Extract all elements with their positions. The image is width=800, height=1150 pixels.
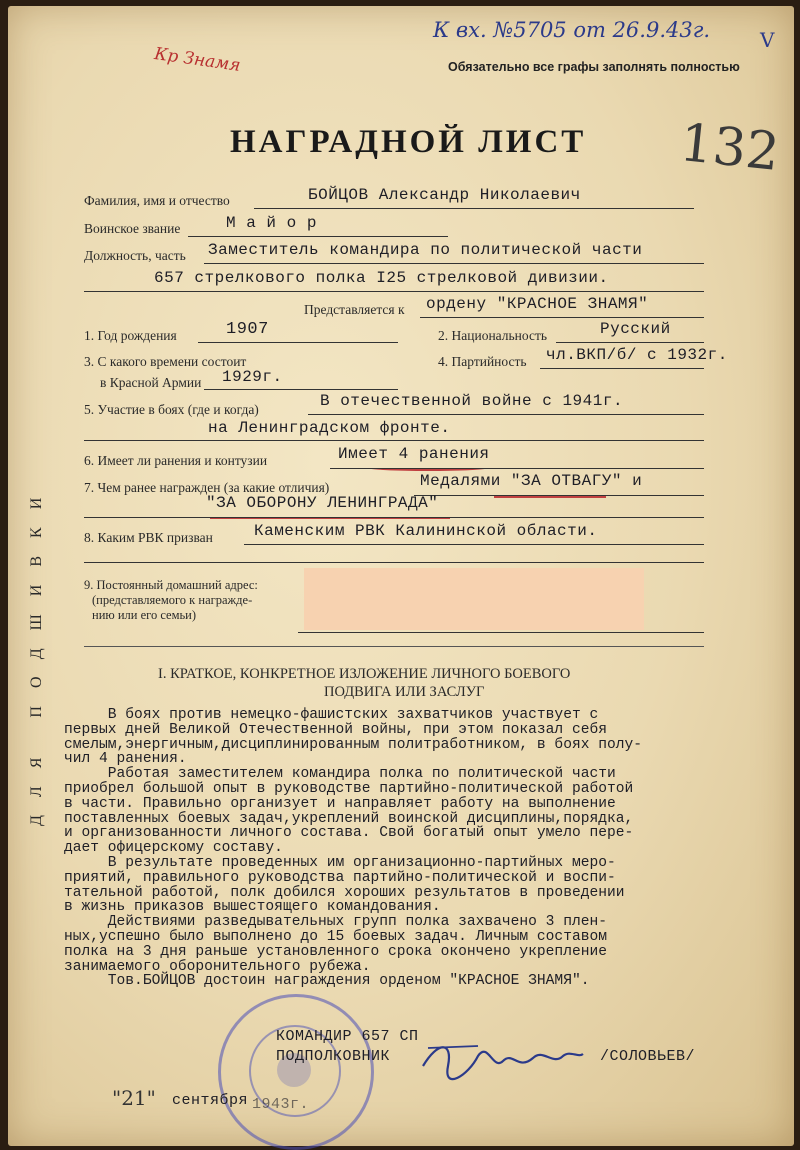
army-since-label-1: 3. С какого времени состоит: [84, 354, 247, 369]
side-text: ДЛЯ ПОДШИВКИ: [28, 479, 45, 826]
narrative-line: приобрел большой опыт в руководстве партийно-политической работой: [64, 780, 634, 797]
instruction-text: Обязательно все графы заполнять полностью: [448, 60, 740, 74]
address-label-2: (представляемого к награжде-: [92, 593, 253, 607]
nationality-label: 2. Национальность: [438, 328, 548, 343]
nationality-value: Русский: [600, 320, 671, 338]
battles-value-2: на Ленинградском фронте.: [208, 419, 451, 437]
position-value-2: 657 стрелкового полка I25 стрелковой дивизии.: [154, 269, 609, 287]
narrative-line: полка на 3 дня раньше установленного срока окончено укрепление: [64, 943, 607, 960]
address-label-1: 9. Постоянный домашний адрес:: [84, 578, 258, 592]
battles-value-1: В отечественной войне с 1941г.: [320, 392, 624, 410]
narrative-line: в жизнь приказов вышестоящего командования.: [64, 899, 441, 916]
wounds-underline: [330, 468, 704, 469]
battles-label: 5. Участие в боях (где и когда): [84, 402, 259, 417]
awards-value-2: "ЗА ОБОРОНУ ЛЕНИНГРАДА": [206, 494, 439, 512]
awards-underline-1: [414, 495, 704, 496]
archive-note: К вх. №5705 от 26.9.43г.: [433, 18, 711, 42]
narrative-line: приятий, правильного руководства партийно-политической и воспи-: [64, 869, 616, 886]
presented-label: Представляется к: [304, 302, 405, 317]
name-underline: [254, 208, 694, 209]
round-stamp: [218, 994, 374, 1150]
nationality-underline: [556, 342, 704, 343]
date-year: 1943г.: [252, 1096, 310, 1113]
narrative-line: В результате проведенных им организационно-партийных меро-: [64, 854, 616, 871]
presented-underline: [420, 317, 704, 318]
position-underline-1: [204, 263, 704, 264]
narrative-line: и организованности личного состава. Свой богатый опыт умело пере-: [64, 825, 634, 842]
wounds-label: 6. Имеет ли ранения и контузии: [84, 453, 268, 468]
narrative-line: Работая заместителем командира полка по политической части: [64, 766, 616, 783]
party-label: 4. Партийность: [438, 354, 527, 369]
presented-value: ордену "КРАСНОЕ ЗНАМЯ": [426, 295, 649, 313]
narrative-line: тательной работой, полк добился хороших результатов в проведении: [64, 884, 625, 901]
narrative-block: [64, 708, 642, 989]
wounds-value: Имеет 4 ранения: [338, 445, 490, 463]
section-title-2: ПОДВИГА ИЛИ ЗАСЛУГ: [324, 684, 485, 700]
narrative-line: чил 4 ранения.: [64, 751, 187, 768]
narrative-line: занимаемого оборонительного рубежа.: [64, 958, 371, 975]
birth-value: 1907: [226, 320, 269, 339]
rvk-label: 8. Каким РВК призван: [84, 530, 213, 545]
narrative-line: Действиями разведывательных групп полка захвачено 3 плен-: [64, 914, 607, 931]
army-since-underline: [204, 389, 398, 390]
address-redaction: [304, 568, 644, 630]
check-mark: V: [760, 28, 775, 52]
signature-name: /СОЛОВЬЕВ/: [600, 1048, 696, 1065]
position-underline-2: [84, 291, 704, 292]
page-title: НАГРАДНОЙ ЛИСТ: [230, 124, 587, 160]
army-since-label-2: в Красной Армии: [100, 375, 202, 390]
section-separator: [84, 646, 704, 647]
narrative-line: первых дней Великой Отечественной войны, при этом показал себя: [64, 721, 607, 738]
awards-underline-2: [84, 517, 704, 518]
page-number: 132: [677, 112, 783, 184]
rank-underline: [188, 236, 448, 237]
rank-value: М а й о р: [226, 214, 317, 232]
award-sheet: [8, 6, 794, 1146]
rvk-value: Каменским РВК Калининской области.: [254, 522, 598, 540]
birth-label: 1. Год рождения: [84, 328, 177, 343]
address-underline: [298, 632, 704, 633]
handwritten-signature: [418, 1036, 588, 1086]
awards-label: 7. Чем ранее награжден (за какие отличия): [84, 480, 330, 495]
battles-underline-1: [308, 414, 704, 415]
party-value: чл.ВКП/б/ с 1932г.: [546, 346, 728, 364]
narrative-line: дает офицерскому составу.: [64, 840, 283, 857]
signature-line-1: КОМАНДИР 657 СП: [276, 1028, 419, 1045]
rvk-underline: [244, 544, 704, 545]
narrative-line: в части. Правильно организует и направляет работу на выполнение: [64, 795, 616, 812]
battles-underline-2: [84, 440, 704, 441]
name-value: БОЙЦОВ Александр Николаевич: [308, 186, 581, 204]
rank-label: Воинское звание: [84, 221, 181, 236]
narrative-line: В боях против немецко-фашистских захватчиков участвует с: [64, 707, 599, 723]
date-day: "21": [112, 1086, 156, 1110]
separator-line: [84, 562, 704, 563]
birth-underline: [198, 342, 398, 343]
name-label: Фамилия, имя и отчество: [84, 193, 230, 208]
section-title-1: I. КРАТКОЕ, КОНКРЕТНОЕ ИЗЛОЖЕНИЕ ЛИЧНОГО БОЕВОГО: [158, 666, 571, 682]
handwritten-award-note: Кр Знамя: [153, 44, 242, 76]
signature-line-2: ПОДПОЛКОВНИК: [276, 1048, 391, 1065]
position-label: Должность, часть: [84, 248, 186, 263]
date-month: сентября: [172, 1092, 249, 1109]
address-label-3: нию или его семьи): [92, 608, 197, 622]
narrative-line: поставленных боевых задач,укреплений воинской дисциплины,порядка,: [64, 810, 634, 827]
army-since-value: 1929г.: [222, 368, 283, 386]
narrative-line: Тов.БОЙЦОВ достоин награждения орденом "КРАСНОЕ ЗНАМЯ".: [64, 973, 590, 990]
position-value-1: Заместитель командира по политической части: [208, 241, 643, 259]
party-underline: [540, 368, 704, 369]
narrative-line: смелым,энергичным,дисциплинированным политработником, в боях полу-: [64, 736, 643, 753]
narrative-line: ных,успешно было выполнено до 15 боевых задач. Личным составом: [64, 928, 607, 945]
awards-value-1: Медалями "ЗА ОТВАГУ" и: [420, 472, 643, 490]
